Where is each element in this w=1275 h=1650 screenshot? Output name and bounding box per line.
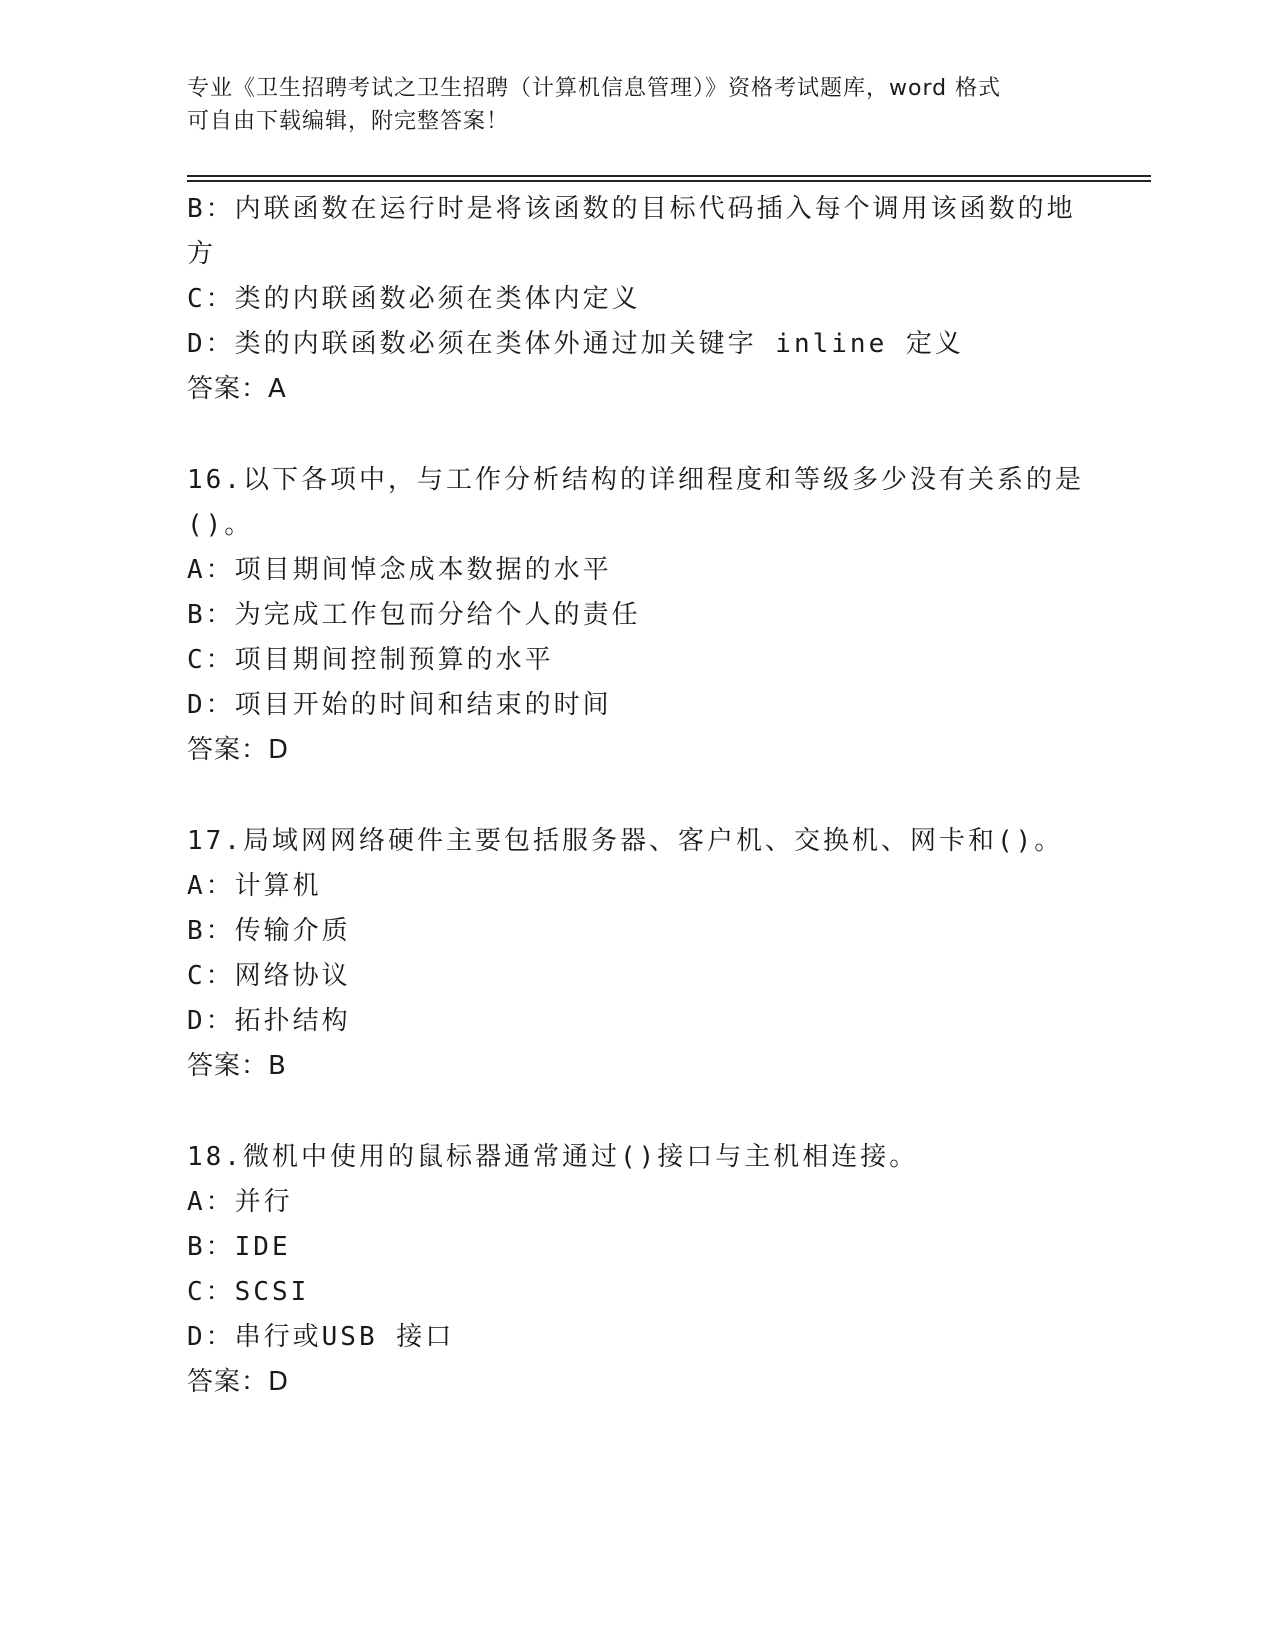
question-stem: 18.微机中使用的鼠标器通常通过()接口与主机相连接。 — [187, 1142, 919, 1172]
option-d: D：拓扑结构 — [187, 1006, 351, 1036]
question-17 — [187, 819, 1087, 1089]
page-header — [187, 72, 1087, 138]
option-b: B：IDE — [187, 1232, 291, 1262]
option-c: C：SCSI — [187, 1277, 310, 1307]
document-body — [187, 187, 1087, 1405]
option-b: B：为完成工作包而分给个人的责任 — [187, 600, 641, 630]
question-16 — [187, 458, 1087, 773]
header-title-line-1: 专业《卫生招聘考试之卫生招聘（计算机信息管理）》资格考试题库，word 格式 — [187, 76, 1002, 101]
header-divider-bottom — [187, 180, 1151, 182]
header-divider-top — [187, 175, 1151, 177]
option-d: D：类的内联函数必须在类体外通过加关键字 inline 定义 — [187, 329, 964, 359]
spacer — [187, 773, 1087, 819]
option-a: A：并行 — [187, 1187, 293, 1217]
option-d: D：串行或USB 接口 — [187, 1322, 455, 1352]
answer: 答案：D — [187, 1367, 290, 1397]
continued-question — [187, 187, 1087, 412]
option-b: B：内联函数在运行时是将该函数的目标代码插入每个调用该函数的地 — [187, 194, 1076, 224]
option-b-continued: 方 — [187, 239, 217, 269]
header-title-line-2: 可自由下载编辑，附完整答案！ — [187, 109, 510, 134]
option-a: A：计算机 — [187, 871, 322, 901]
option-c: C：网络协议 — [187, 961, 351, 991]
option-d: D：项目开始的时间和结束的时间 — [187, 690, 612, 720]
answer: 答案：B — [187, 1051, 287, 1081]
option-a: A：项目期间悼念成本数据的水平 — [187, 555, 612, 585]
question-stem: 16.以下各项中，与工作分析结构的详细程度和等级多少没有关系的是 — [187, 465, 1084, 495]
option-b: B：传输介质 — [187, 916, 351, 946]
question-stem-continued: ()。 — [187, 510, 254, 540]
question-stem: 17.局域网网络硬件主要包括服务器、客户机、交换机、网卡和()。 — [187, 826, 1064, 856]
spacer — [187, 1089, 1087, 1135]
option-c: C：项目期间控制预算的水平 — [187, 645, 554, 675]
option-c: C：类的内联函数必须在类体内定义 — [187, 284, 641, 314]
spacer — [187, 412, 1087, 458]
answer: 答案：D — [187, 735, 290, 765]
question-18 — [187, 1135, 1087, 1405]
answer: 答案：A — [187, 374, 287, 404]
